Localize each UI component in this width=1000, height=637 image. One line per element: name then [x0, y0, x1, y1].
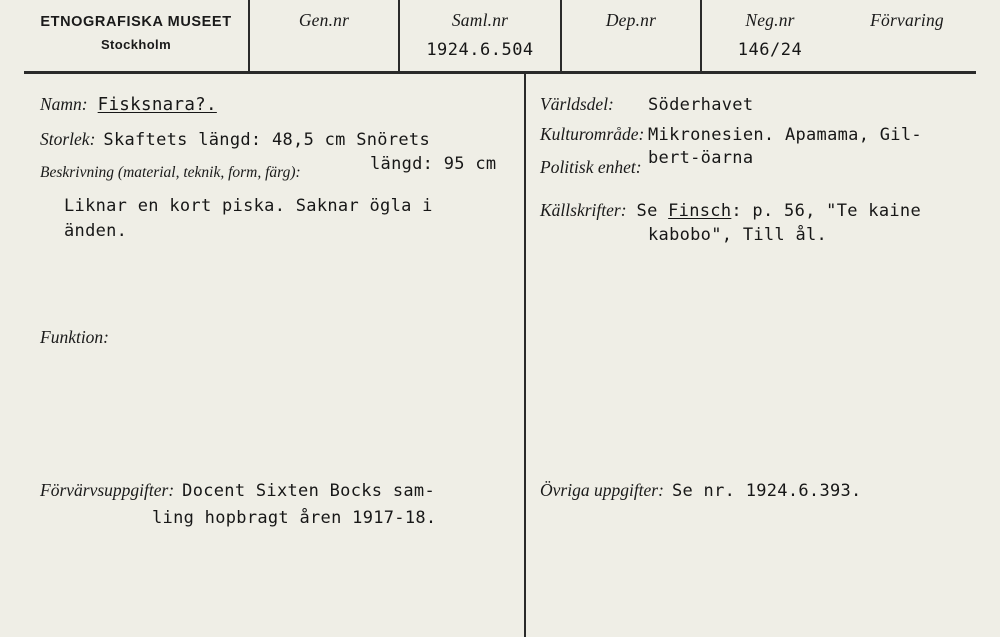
kallskrifter-value-pre: Se — [636, 201, 669, 221]
field-saml-nr — [398, 0, 560, 72]
varldsdel-label: Världsdel: — [540, 94, 614, 114]
kulturomrade-value: Mikronesien. Apamama, Gil- — [648, 125, 922, 145]
neg-nr-label: Neg.nr — [745, 10, 795, 30]
museum-city: Stockholm — [100, 37, 172, 52]
funktion-label: Funktion: — [40, 327, 110, 347]
forvarvsuppgifter-value: Docent Sixten Bocks sam- — [182, 481, 435, 501]
namn-label: Namn: — [40, 94, 88, 114]
kallskrifter-label: Källskrifter: — [540, 200, 627, 220]
field-ovriga-uppgifter — [540, 480, 862, 501]
ovriga-uppgifter-value: Se nr. 1924.6.393. — [671, 481, 862, 501]
storlek-value: Skaftets längd: 48,5 cm Snörets — [103, 130, 430, 150]
field-kulturomrade — [540, 124, 922, 145]
field-forvarvsuppgifter — [40, 480, 540, 501]
field-kallskrifter — [540, 200, 921, 221]
storlek-value-continued: längd: 95 cm — [370, 154, 497, 174]
field-varldsdel — [540, 94, 753, 115]
kallskrifter-source: Finsch — [668, 201, 732, 221]
forvarvsuppgifter-value-continued: ling hopbragt åren 1917-18. — [152, 508, 437, 528]
beskrivning-value — [64, 194, 433, 243]
forvaring-label: Förvaring — [870, 10, 944, 30]
ovriga-uppgifter-label: Övriga uppgifter: — [540, 480, 664, 500]
saml-nr-label: Saml.nr — [451, 10, 509, 30]
card-header — [24, 0, 976, 72]
field-dep-nr — [560, 0, 700, 72]
field-neg-nr — [700, 0, 838, 72]
field-funktion — [40, 327, 109, 348]
field-forvaring — [838, 0, 976, 72]
beskrivning-line-1: Liknar en kort piska. Saknar ögla i — [64, 196, 433, 216]
kulturomrade-value-continued: bert-öarna — [648, 148, 754, 168]
politisk-enhet-label: Politisk enhet: — [540, 157, 642, 177]
field-storlek — [40, 129, 518, 150]
neg-nr-value: 146/24 — [737, 40, 803, 60]
varldsdel-value: Söderhavet — [648, 95, 754, 115]
field-politisk-enhet — [540, 157, 642, 178]
dep-nr-label: Dep.nr — [605, 10, 657, 30]
center-divider-rule — [524, 72, 526, 637]
kulturomrade-label: Kulturområde: — [540, 124, 645, 144]
museum-identity — [24, 0, 248, 72]
beskrivning-label: Beskrivning (material, teknik, form, färg): — [40, 164, 301, 181]
kallskrifter-value-continued: kabobo", Till ål. — [648, 225, 828, 245]
kallskrifter-value-post: : p. 56, "Te kaine — [731, 201, 921, 221]
field-gen-nr — [248, 0, 398, 72]
gen-nr-label: Gen.nr — [298, 10, 350, 30]
museum-name: ETNOGRAFISKA MUSEET — [40, 14, 232, 30]
storlek-label: Storlek: — [40, 129, 96, 149]
kallskrifter-value — [637, 201, 921, 221]
header-divider-rule — [24, 71, 976, 74]
saml-nr-value: 1924.6.504 — [426, 40, 534, 60]
beskrivning-line-2: änden. — [64, 220, 128, 241]
field-namn — [40, 94, 217, 115]
forvarvsuppgifter-label: Förvärvsuppgifter: — [40, 480, 175, 500]
namn-value: Fisksnara?. — [97, 95, 217, 115]
